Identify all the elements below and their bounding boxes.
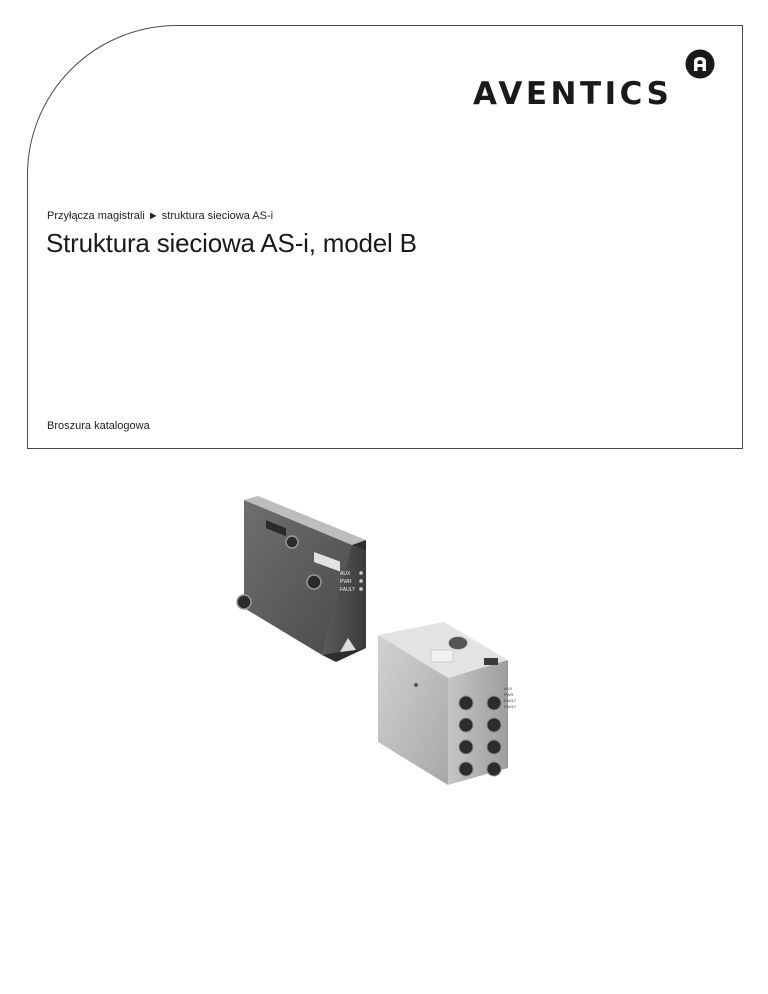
brand-logo-text: AVENTICS bbox=[473, 76, 673, 112]
module-2-label-pwr: PWR bbox=[504, 692, 514, 697]
brand-logo bbox=[471, 46, 721, 116]
module-2 bbox=[378, 622, 517, 785]
module-2-label-aux: AUX bbox=[504, 686, 513, 691]
module-1-label-fault: FAULT bbox=[340, 587, 356, 593]
product-photo bbox=[226, 490, 546, 790]
brand-logo-mark-icon bbox=[684, 48, 716, 80]
module-1-label-pwr: PWR bbox=[340, 579, 352, 585]
page-title: Struktura sieciowa AS-i, model B bbox=[46, 228, 417, 258]
module-2-label-fault-1: FAULT bbox=[504, 698, 517, 703]
module-1-label-aux: AUX bbox=[340, 571, 351, 577]
document-type-label: Broszura katalogowa bbox=[47, 420, 150, 432]
module-1 bbox=[237, 496, 366, 662]
module-2-label-fault-2: FAULT bbox=[504, 704, 517, 709]
breadcrumb: Przyłącza magistrali ► struktura sieciowa AS-i bbox=[47, 210, 274, 222]
